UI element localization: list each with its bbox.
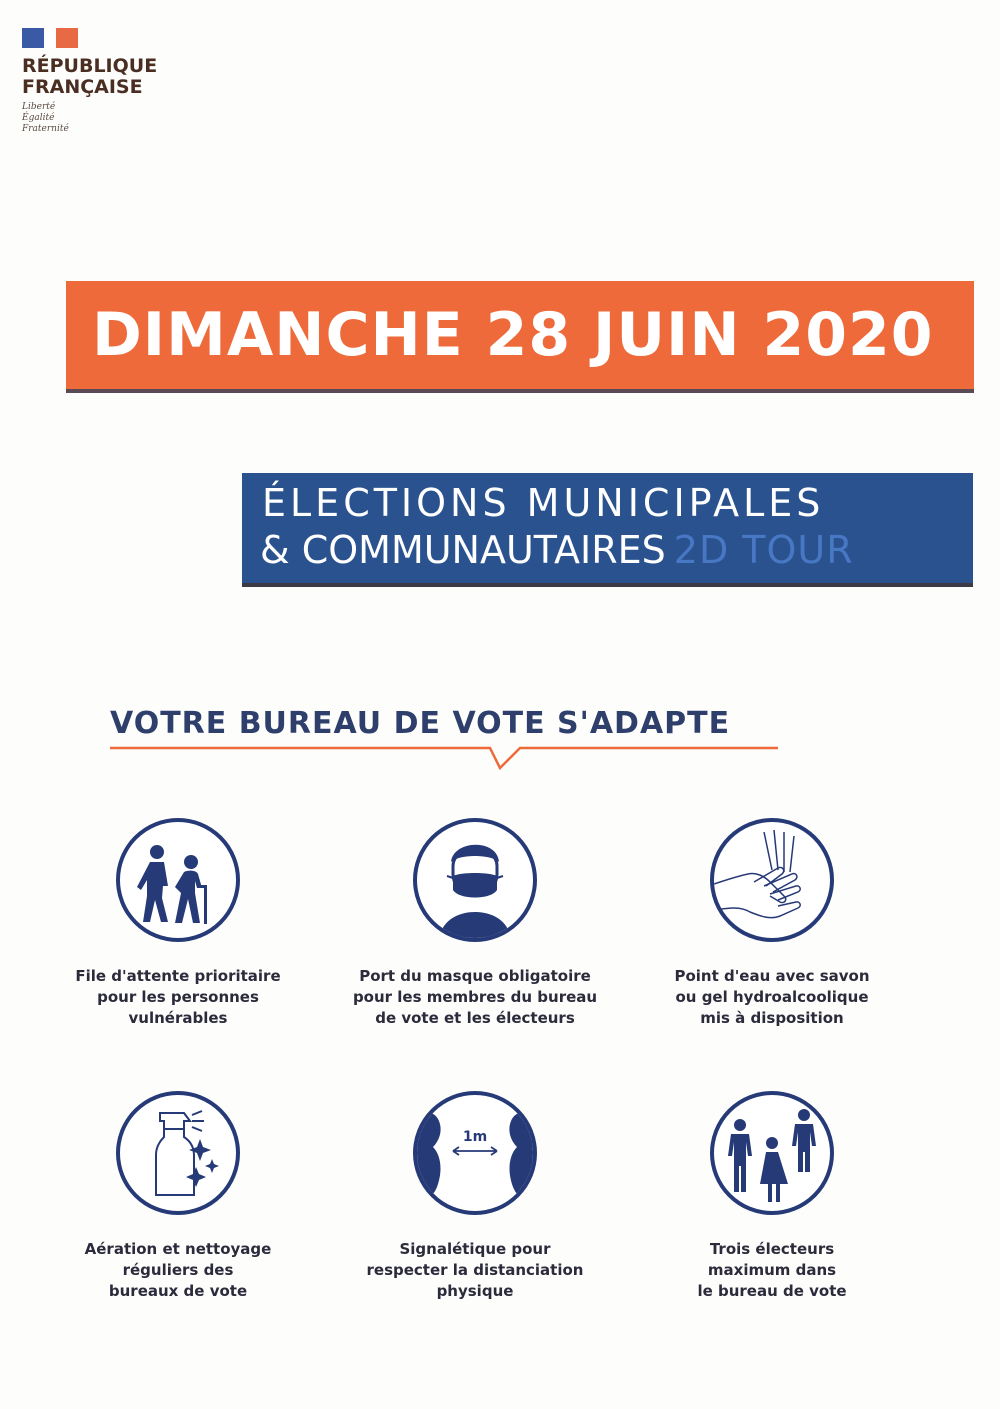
cleaning-spray-icon	[120, 1095, 236, 1211]
french-flag-icon	[22, 28, 78, 48]
election-round: 2D TOUR	[673, 528, 854, 572]
speech-underline	[110, 742, 780, 772]
measure-item	[622, 1091, 922, 1302]
measure-caption: Port du masque obligatoire pour les membres du bureau de vote et les électeurs	[352, 967, 598, 1027]
measure-caption: File d'attente prioritaire pour les personnes vulnérables	[75, 967, 281, 1027]
distancing-icon	[417, 1095, 533, 1211]
measure-item	[325, 1091, 625, 1302]
hand-washing-icon	[714, 822, 830, 938]
measure-caption: Signalétique pour respecter la distanciation physique	[366, 1240, 584, 1300]
three-voters-icon	[714, 1095, 830, 1211]
section-title: VOTRE BUREAU DE VOTE S'ADAPTE	[110, 706, 731, 741]
measure-caption: Point d'eau avec savon ou gel hydroalcoolique mis à disposition	[674, 967, 870, 1027]
logo-motto: Liberté Égalité Fraternité	[22, 102, 69, 134]
date-banner	[66, 281, 974, 389]
measure-caption: Trois électeurs maximum dans le bureau de vote	[697, 1240, 847, 1300]
distance-label: 1m	[462, 1129, 488, 1145]
measure-item	[28, 1091, 328, 1302]
republique-francaise-logo	[22, 28, 182, 135]
elderly-priority-icon	[120, 822, 236, 938]
election-title-line1: ÉLECTIONS MUNICIPALES	[262, 481, 825, 525]
election-banner	[242, 473, 973, 583]
measure-item	[28, 818, 328, 1029]
logo-name: RÉPUBLIQUE FRANÇAISE	[22, 55, 158, 98]
measure-item	[325, 818, 625, 1029]
date-text: DIMANCHE 28 JUIN 2020	[92, 300, 934, 370]
election-title-line2: & COMMUNAUTAIRES 2D TOUR	[260, 528, 854, 572]
measure-item	[622, 818, 922, 1029]
face-mask-icon	[417, 822, 533, 938]
measure-caption: Aération et nettoyage réguliers des bureaux de vote	[84, 1240, 272, 1300]
